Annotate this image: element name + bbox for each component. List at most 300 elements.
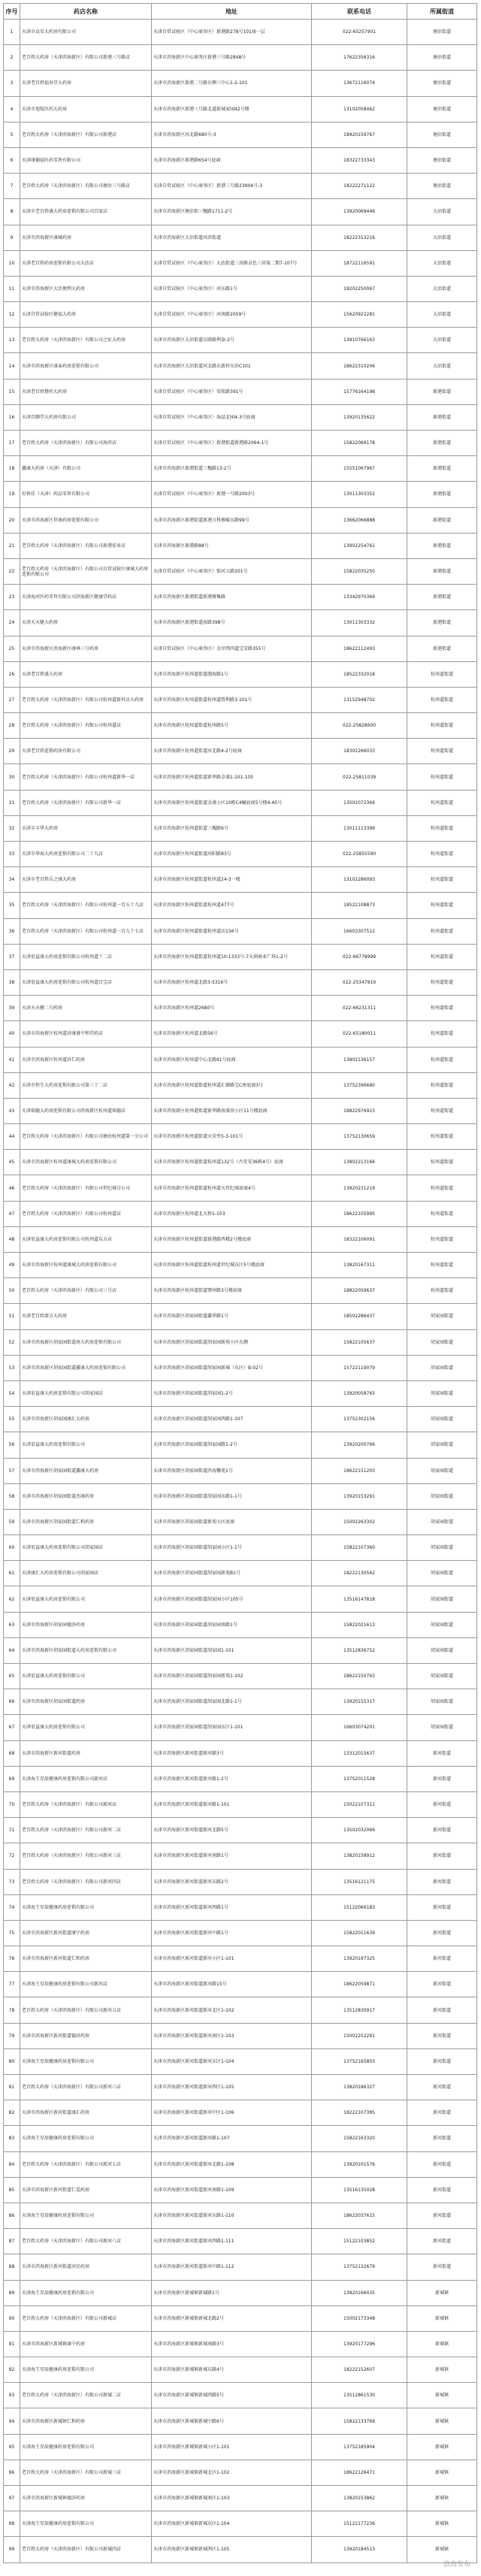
row-address: 天津市滨海新区新城镇新城东区1-104 bbox=[152, 2511, 312, 2537]
row-no: 59 bbox=[4, 1509, 20, 1534]
row-address: 天津市滨海新区杭州道街道三槐路6号 bbox=[152, 815, 312, 841]
pharmacy-list-sheet bbox=[3, 3, 476, 2563]
row-name: 天津市华海大药房连锁有限公司二十九店 bbox=[20, 842, 152, 867]
row-street: 杭州道街道 bbox=[407, 1021, 477, 1047]
row-phone: 18622037615 bbox=[312, 2203, 407, 2228]
row-no: 13 bbox=[4, 328, 20, 353]
table-row bbox=[4, 1253, 477, 1278]
row-address: 天津自贸试验区（中心商务区）大沽街道三居路金色三居第二期7-107号 bbox=[152, 250, 312, 276]
row-phone: 13820153862 bbox=[312, 2486, 407, 2511]
row-no: 34 bbox=[4, 867, 20, 893]
row-phone: 13752132679 bbox=[312, 2254, 407, 2280]
row-address: 天津市滨海新区杭州道街道杭州道店156号 bbox=[152, 918, 312, 944]
row-name: 天津市滨海新区新城镇德济药房 bbox=[20, 2486, 152, 2511]
row-street: 新港街道 bbox=[407, 610, 477, 636]
row-no: 71 bbox=[4, 1818, 20, 1843]
row-no: 25 bbox=[4, 636, 20, 661]
row-phone: 15822133769 bbox=[312, 2408, 407, 2434]
row-phone: 18322733343 bbox=[312, 147, 407, 173]
row-phone: 13920069446 bbox=[312, 199, 407, 225]
row-no: 35 bbox=[4, 893, 20, 918]
header-phone: 联系电话 bbox=[312, 4, 407, 20]
row-street: 胡家园街道 bbox=[407, 1535, 477, 1561]
row-name: 老百姓大药房（天津滨海新区）有限公司杭州道店 bbox=[20, 713, 152, 739]
row-no: 45 bbox=[4, 1150, 20, 1175]
table-row bbox=[4, 944, 477, 969]
row-phone: 15122177236 bbox=[312, 2511, 407, 2537]
row-phone: 13102058462 bbox=[312, 96, 407, 122]
row-phone: 15822105637 bbox=[312, 1329, 407, 1355]
table-row bbox=[4, 1201, 477, 1226]
row-no: 14 bbox=[4, 353, 20, 379]
row-name: 老百姓大药房（天津滨海新区）有限公司杭州道新村店大药房 bbox=[20, 687, 152, 712]
table-row bbox=[4, 2023, 477, 2048]
table-row bbox=[4, 2331, 477, 2357]
row-phone: 15822021613 bbox=[312, 1612, 407, 1637]
row-no: 92 bbox=[4, 2357, 20, 2383]
table-row bbox=[4, 2075, 477, 2100]
table-row bbox=[4, 1175, 477, 1201]
row-street: 新河街道 bbox=[407, 2203, 477, 2228]
row-street: 大沽街道 bbox=[407, 328, 477, 353]
table-row bbox=[4, 1920, 477, 1946]
row-address: 天津市滨海新区杭州道街道新港路西楼2号楼底商 bbox=[152, 1226, 312, 1252]
row-address: 天津市滨海新区新城镇新城北区1-102 bbox=[152, 2460, 312, 2485]
row-address: 天津市滨海新区杭州道北大桥1-103 bbox=[152, 1201, 312, 1226]
row-no: 40 bbox=[4, 1021, 20, 1047]
row-phone: 15122103852 bbox=[312, 2229, 407, 2254]
row-street: 杭州道街道 bbox=[407, 1124, 477, 1150]
table-row bbox=[4, 1612, 477, 1637]
row-name: 天津海王星辰健康药房连锁有限公司 bbox=[20, 2203, 152, 2228]
row-street: 大沽街道 bbox=[407, 225, 477, 250]
table-row bbox=[4, 1124, 477, 1150]
row-street: 新港街道 bbox=[407, 533, 477, 558]
row-street: 杭州道街道 bbox=[407, 661, 477, 687]
row-address: 天津自贸试验区（中心商务区）海晶北园4-3号底商 bbox=[152, 404, 312, 430]
table-row bbox=[4, 1664, 477, 1689]
row-phone: 15002173348 bbox=[312, 2305, 407, 2331]
row-no: 43 bbox=[4, 1098, 20, 1123]
row-address: 天津市滨海新区新港路654号底商 bbox=[152, 147, 312, 173]
row-name: 天津市滨海新区杭州道济仁药房 bbox=[20, 1047, 152, 1072]
row-address: 天津市滨海新区胡家园街道胡家园1-2号 bbox=[152, 1380, 312, 1406]
row-street: 杭州道街道 bbox=[407, 1278, 477, 1304]
row-address: 天津市滨海新区杭州道街道河北路4-2号底商 bbox=[152, 739, 312, 764]
row-street: 新河街道 bbox=[407, 1894, 477, 1920]
row-no: 5 bbox=[4, 122, 20, 147]
row-phone: 18622105995 bbox=[312, 1201, 407, 1226]
row-name: 天津宏益康大药房连锁有限公司 bbox=[20, 1586, 152, 1612]
row-street: 新港街道 bbox=[407, 507, 477, 533]
row-phone: 13910766163 bbox=[312, 328, 407, 353]
table-row bbox=[4, 1843, 477, 1869]
row-name: 老百姓大药房（天津滨海新区）有限公司三号店 bbox=[20, 1278, 152, 1304]
row-street: 塘沽街道 bbox=[407, 20, 477, 45]
header-no: 序号 bbox=[4, 4, 20, 20]
row-address: 天津市滨海新区杭州道街道新华路海盛基小区11号楼底商 bbox=[152, 1098, 312, 1123]
row-no: 79 bbox=[4, 2023, 20, 2048]
row-street: 新河街道 bbox=[407, 1920, 477, 1946]
table-row bbox=[4, 2203, 477, 2228]
header-address: 地址 bbox=[152, 4, 312, 20]
row-no: 39 bbox=[4, 996, 20, 1021]
row-phone: 15822035250 bbox=[312, 558, 407, 584]
row-street: 胡家园街道 bbox=[407, 1586, 477, 1612]
row-street: 大沽街道 bbox=[407, 250, 477, 276]
row-no: 22 bbox=[4, 558, 20, 584]
table-row bbox=[4, 1407, 477, 1432]
row-street: 大沽街道 bbox=[407, 302, 477, 328]
table-row bbox=[4, 2151, 477, 2177]
table-row bbox=[4, 1997, 477, 2023]
row-phone: 15002263302 bbox=[312, 1509, 407, 1534]
row-phone: 18302266033 bbox=[312, 739, 407, 764]
row-phone: 13672116074 bbox=[312, 71, 407, 96]
table-row bbox=[4, 2305, 477, 2331]
row-street: 新城镇 bbox=[407, 2511, 477, 2537]
row-address: 天津市滨海新区杭州道街道杭州道世纪城东区5号楼底商 bbox=[152, 1253, 312, 1278]
row-address: 天津市滨海新区杭州道街道天荣里5-3-101号 bbox=[152, 1124, 312, 1150]
row-name: 天津天天健二号药房 bbox=[20, 996, 152, 1021]
table-row bbox=[4, 2280, 477, 2305]
row-name: 天津市众安大药房有限公司 bbox=[20, 20, 152, 45]
row-no: 76 bbox=[4, 1946, 20, 1972]
row-name: 天津市滨海新区杭州道康城大药房连锁有限公司 bbox=[20, 1150, 152, 1175]
table-row bbox=[4, 250, 477, 276]
row-no: 80 bbox=[4, 2048, 20, 2074]
row-phone: 13920231219 bbox=[312, 1175, 407, 1201]
row-address: 天津市滨海新区杭州道街道杭州道10-1333号-7天润商业广场1-2号 bbox=[152, 944, 312, 969]
row-no: 52 bbox=[4, 1329, 20, 1355]
row-phone: 18622059871 bbox=[312, 1972, 407, 1997]
row-no: 62 bbox=[4, 1586, 20, 1612]
row-address: 天津市滨海新区新河街道新河东区1-104 bbox=[152, 2048, 312, 2074]
table-row bbox=[4, 122, 477, 147]
table-row bbox=[4, 276, 477, 301]
row-address: 天津市滨海新区新城镇新城西区1-105 bbox=[152, 2537, 312, 2562]
row-street: 胡家园街道 bbox=[407, 1664, 477, 1689]
header-street: 所属街道 bbox=[407, 4, 477, 20]
row-name: 天津海王星辰健康药房连锁有限公司 bbox=[20, 1894, 152, 1920]
row-name: 天津市丰华大药房 bbox=[20, 815, 152, 841]
row-street: 新河街道 bbox=[407, 1791, 477, 1817]
row-no: 81 bbox=[4, 2075, 20, 2100]
row-address: 天津市滨海新区新河街道新河中区1-106 bbox=[152, 2100, 312, 2126]
row-no: 97 bbox=[4, 2486, 20, 2511]
row-address: 天津市滨海新区中心商务区新港三号路2848号 bbox=[152, 45, 312, 71]
row-address: 天津市滨海新区新港路88号 bbox=[152, 533, 312, 558]
row-address: 天津市滨海新区新港三号路北道新城家园42号楼 bbox=[152, 96, 312, 122]
row-phone: 15620922281 bbox=[312, 302, 407, 328]
table-row bbox=[4, 1818, 477, 1843]
row-address: 天津市滨海新区胡家园街道胡家园北路1-1号 bbox=[152, 1689, 312, 1715]
row-address: 天津市滨海新区胡家园街道胡家园新城（东区）B-02号 bbox=[152, 1355, 312, 1380]
row-no: 17 bbox=[4, 431, 20, 456]
row-no: 60 bbox=[4, 1535, 20, 1561]
row-street: 杭州道街道 bbox=[407, 687, 477, 712]
table-row bbox=[4, 1432, 477, 1458]
row-phone: 18222107385 bbox=[312, 2100, 407, 2126]
row-no: 51 bbox=[4, 1304, 20, 1329]
row-no: 84 bbox=[4, 2151, 20, 2177]
row-address: 天津市滨海新区杭州道街道杭州道132号（古安安36栋4号）底商 bbox=[152, 1150, 312, 1175]
row-no: 26 bbox=[4, 661, 20, 687]
table-row bbox=[4, 585, 477, 610]
row-name: 天津海王星辰健康药房连锁有限公司 bbox=[20, 2126, 152, 2151]
row-name: 老百姓大药房（天津滨海新区）有限公司塘沽三号路店 bbox=[20, 174, 152, 199]
row-address: 天津市滨海新区杭州道2680号 bbox=[152, 996, 312, 1021]
row-name: 天津康德福医药零售有限公司 bbox=[20, 147, 152, 173]
row-street: 胡家园街道 bbox=[407, 1612, 477, 1637]
row-street: 胡家园街道 bbox=[407, 1407, 477, 1432]
row-no: 96 bbox=[4, 2460, 20, 2485]
row-phone: 13752165803 bbox=[312, 2048, 407, 2074]
table-row bbox=[4, 2486, 477, 2511]
row-phone: 18502286437 bbox=[312, 1304, 407, 1329]
row-no: 83 bbox=[4, 2126, 20, 2151]
row-address: 天津市滨海新区新城镇新城东路4号 bbox=[152, 2357, 312, 2383]
row-name: 天津市滨海新区杭州道济康盛平和堂药店 bbox=[20, 1021, 152, 1047]
row-no: 78 bbox=[4, 1997, 20, 2023]
row-phone: 13516147818 bbox=[312, 1586, 407, 1612]
row-phone: 13011303332 bbox=[312, 610, 407, 636]
row-name: 老百姓大药房（天津滨海新区）有限公司杭州道一百五十九店 bbox=[20, 893, 152, 918]
row-name: 天津市滨海新区新河街道药房 bbox=[20, 1740, 152, 1766]
row-address: 天津市滨海新区胡家园街道胡家园东路1-1号 bbox=[152, 1483, 312, 1509]
table-row bbox=[4, 1226, 477, 1252]
row-phone: 13011113399 bbox=[312, 815, 407, 841]
row-name: 天津市滨海新区胡家园街道鑫康大药房连锁有限公司 bbox=[20, 1355, 152, 1380]
row-street: 塘沽街道 bbox=[407, 147, 477, 173]
row-name: 天津市滨海新区新城镇仁和药房 bbox=[20, 2408, 152, 2434]
row-street: 新河街道 bbox=[407, 2075, 477, 2100]
row-address: 天津市滨海新区胡家园街道胡家园路1-2号 bbox=[152, 1432, 312, 1458]
row-no: 70 bbox=[4, 1791, 20, 1817]
row-phone: 13920058765 bbox=[312, 1380, 407, 1406]
table-row bbox=[4, 1972, 477, 1997]
row-address: 天津市滨海新区杭州道街道新华路金盛1-101-105 bbox=[152, 764, 312, 790]
row-no: 49 bbox=[4, 1253, 20, 1278]
table-row bbox=[4, 918, 477, 944]
table-row bbox=[4, 1021, 477, 1047]
row-street: 新河街道 bbox=[407, 1766, 477, 1791]
row-name: 天津康汇大药房连锁有限公司胡家园店 bbox=[20, 1561, 152, 1586]
row-no: 98 bbox=[4, 2511, 20, 2537]
row-phone: 13802136157 bbox=[312, 1047, 407, 1072]
row-no: 57 bbox=[4, 1458, 20, 1483]
row-street: 胡家园街道 bbox=[407, 1715, 477, 1740]
row-street: 新城镇 bbox=[407, 2383, 477, 2408]
row-name: 天津海河医药零售有限公司滨海新区健康堂药店 bbox=[20, 585, 152, 610]
table-row bbox=[4, 790, 477, 815]
table-row bbox=[4, 2537, 477, 2562]
row-street: 新城镇 bbox=[407, 2486, 477, 2511]
row-address: 天津市滨海新区胡家园街道胡家园1-101 bbox=[152, 1637, 312, 1663]
row-phone: 022-66778999 bbox=[312, 944, 407, 969]
row-name: 老百姓大药房（天津滨海新区）有限公司新河六店 bbox=[20, 2075, 152, 2100]
row-name: 老百姓大药房（天津滨海新区）有限公司新河五店 bbox=[20, 1997, 152, 2023]
table-row bbox=[4, 1869, 477, 1894]
table-row bbox=[4, 1637, 477, 1663]
table-row bbox=[4, 1740, 477, 1766]
row-phone: 18222130562 bbox=[312, 1561, 407, 1586]
row-name: 天津市滨海新区世康药房连锁有限公司 bbox=[20, 507, 152, 533]
row-address: 天津市滨海新区河北路680号-3 bbox=[152, 122, 312, 147]
table-row bbox=[4, 328, 477, 353]
row-name: 天津宏益康大药房连锁有限公司 bbox=[20, 1664, 152, 1689]
row-address: 天津市滨海新区新城镇新城南区1-103 bbox=[152, 2486, 312, 2511]
row-name: 天津市滨海新区杭州道康城大药房连锁有限公司 bbox=[20, 1253, 152, 1278]
row-no: 99 bbox=[4, 2537, 20, 2562]
row-address: 天津市滨海新区新河街道新河西区1-105 bbox=[152, 2075, 312, 2100]
row-address: 天津市滨海新区大沽街道东联路利泰-2号 bbox=[152, 328, 312, 353]
row-no: 82 bbox=[4, 2100, 20, 2126]
row-street: 新港街道 bbox=[407, 404, 477, 430]
row-address: 天津市滨海新区胡家园街道新苑小区底商 bbox=[152, 1509, 312, 1534]
row-address: 天津市滨海新区新河街道新河路3号 bbox=[152, 1740, 312, 1766]
row-no: 68 bbox=[4, 1740, 20, 1766]
table-row bbox=[4, 2511, 477, 2537]
row-no: 65 bbox=[4, 1664, 20, 1689]
row-name: 天津宏益康大药房连锁有限公司胡家园店 bbox=[20, 1380, 152, 1406]
table-row bbox=[4, 2408, 477, 2434]
row-name: 天津市滨海新区胡家园街道大药房连锁有限公司 bbox=[20, 1637, 152, 1663]
row-street: 杭州道街道 bbox=[407, 1226, 477, 1252]
row-phone: 17622356316 bbox=[312, 45, 407, 71]
row-phone: 13752130659 bbox=[312, 1124, 407, 1150]
row-address: 天津自贸试验区（中心商务区）新港街道新港路2064-1号 bbox=[152, 431, 312, 456]
row-address: 天津自贸试验区（中心商务区）新港一号路2003号 bbox=[152, 482, 312, 507]
row-address: 天津市滨海新区新河街道新河北路5号 bbox=[152, 1818, 312, 1843]
row-phone: 13312015637 bbox=[312, 1740, 407, 1766]
row-phone: 022-65180011 bbox=[312, 1021, 407, 1047]
row-street: 新河街道 bbox=[407, 2100, 477, 2126]
row-no: 95 bbox=[4, 2434, 20, 2460]
row-phone: 13820158912 bbox=[312, 1843, 407, 1869]
row-street: 杭州道街道 bbox=[407, 1047, 477, 1072]
row-name: 天津市滨海新区胡家园街道鑫康大药房 bbox=[20, 1458, 152, 1483]
row-name: 天津海王星辰健康药房连锁有限公司 bbox=[20, 2434, 152, 2460]
row-phone: 13512836752 bbox=[312, 1637, 407, 1663]
row-no: 2 bbox=[4, 45, 20, 71]
row-address: 天津市滨海新区胡家园街道胡家园南路1号 bbox=[152, 1612, 312, 1637]
row-no: 56 bbox=[4, 1432, 20, 1458]
row-name: 天津市滨海新区大沽便利大药房 bbox=[20, 276, 152, 301]
row-address: 天津市滨海新区新河街道新河南路1-109 bbox=[152, 2177, 312, 2203]
row-street: 胡家园街道 bbox=[407, 1483, 477, 1509]
row-name: 天津市旭航医药大药房 bbox=[20, 96, 152, 122]
row-name: 天津市滨海新区新河街道德济药房 bbox=[20, 2023, 152, 2048]
row-address: 天津市滨海新区杭州道街道渤海路1号 bbox=[152, 661, 312, 687]
row-no: 93 bbox=[4, 2383, 20, 2408]
row-street: 杭州道街道 bbox=[407, 815, 477, 841]
row-name: 天津市滨海新区新河街道仁爱药房 bbox=[20, 2177, 152, 2203]
row-address: 天津市滨海新区新河街道新河西路1号 bbox=[152, 1894, 312, 1920]
row-phone: 15822069178 bbox=[312, 431, 407, 456]
row-phone: 13502032066 bbox=[312, 1818, 407, 1843]
row-no: 69 bbox=[4, 1766, 20, 1791]
row-no: 11 bbox=[4, 276, 20, 301]
row-street: 新河街道 bbox=[407, 1972, 477, 1997]
table-row bbox=[4, 456, 477, 482]
row-address: 天津市滨海新区胡家园街道胡家园东区1-101 bbox=[152, 1715, 312, 1740]
row-address: 天津市滨海新区杭州道街道金盛小区10栋C4幢底商5号楼4-A5号 bbox=[152, 790, 312, 815]
row-name: 天津宏益康大药房连锁有限公司胡家园店 bbox=[20, 1535, 152, 1561]
row-street: 塘沽街道 bbox=[407, 174, 477, 199]
row-phone: 18222271122 bbox=[312, 174, 407, 199]
row-address: 天津市滨海新区杭州道北路56号 bbox=[152, 1021, 312, 1047]
row-street: 大沽街道 bbox=[407, 276, 477, 301]
row-no: 12 bbox=[4, 302, 20, 328]
row-street: 胡家园街道 bbox=[407, 1304, 477, 1329]
row-phone: 15022107311 bbox=[312, 1791, 407, 1817]
row-address: 天津市滨海新区新城镇新城南路3号 bbox=[152, 2331, 312, 2357]
row-no: 33 bbox=[4, 842, 20, 867]
row-phone: 022-25855590 bbox=[312, 842, 407, 867]
row-address: 天津市滨海新区杭州道街道河阳路83号 bbox=[152, 842, 312, 867]
table-row bbox=[4, 1458, 477, 1483]
row-street: 新河街道 bbox=[407, 2048, 477, 2074]
row-no: 9 bbox=[4, 225, 20, 250]
row-name: 老百姓大药房（天津滨海新区）有限公司塘沽杭州道第一分公司 bbox=[20, 1124, 152, 1150]
row-address: 天津市滨海新区杭州道街道杭州道477号 bbox=[152, 893, 312, 918]
row-no: 31 bbox=[4, 790, 20, 815]
row-name: 天津海王星辰健康药房连锁有限公司新河店 bbox=[20, 1972, 152, 1997]
row-street: 杭州道街道 bbox=[407, 790, 477, 815]
row-address: 天津市滨海新区新河街道新河北区1-102 bbox=[152, 1997, 312, 2023]
row-street: 新河街道 bbox=[407, 1818, 477, 1843]
row-no: 87 bbox=[4, 2229, 20, 2254]
row-street: 新港街道 bbox=[407, 482, 477, 507]
row-address: 天津市滨海新区新河街道新河北路1-108 bbox=[152, 2151, 312, 2177]
row-street: 胡家园街道 bbox=[407, 1637, 477, 1663]
row-street: 新港街道 bbox=[407, 379, 477, 404]
row-no: 85 bbox=[4, 2177, 20, 2203]
table-row bbox=[4, 2048, 477, 2074]
row-street: 杭州道街道 bbox=[407, 867, 477, 893]
row-no: 18 bbox=[4, 456, 20, 482]
row-street: 胡家园街道 bbox=[407, 1689, 477, 1715]
table-row bbox=[4, 482, 477, 507]
row-phone: 13920197325 bbox=[312, 1946, 407, 1972]
table-row bbox=[4, 610, 477, 636]
row-address: 天津市滨海新区新河街道新河东路1-110 bbox=[152, 2203, 312, 2228]
row-street: 杭州道街道 bbox=[407, 842, 477, 867]
row-no: 1 bbox=[4, 20, 20, 45]
row-name: 老百姓大药房（天津滨海新区）有限公司新城店 bbox=[20, 2305, 152, 2331]
row-address: 天津市滨海新区新河街道新河中路1-112 bbox=[152, 2254, 312, 2280]
row-address: 天津市滨海新区新河街道新河路15号 bbox=[152, 1972, 312, 1997]
row-phone: 13920101576 bbox=[312, 2151, 407, 2177]
row-street: 杭州道街道 bbox=[407, 739, 477, 764]
row-address: 天津市滨海新区胡家园街道鑫华路1号 bbox=[152, 1304, 312, 1329]
row-name: 老百姓大药房（天津滨海新区）有限公司新河四店 bbox=[20, 1869, 152, 1894]
row-name: 天津市滨海新区胡家园街道药房 bbox=[20, 1689, 152, 1715]
header-row bbox=[4, 4, 477, 20]
table-row bbox=[4, 1715, 477, 1740]
row-name: 天津市滨海新区新河街道仁和药房 bbox=[20, 1946, 152, 1972]
row-phone: 022-25828600 bbox=[312, 713, 407, 739]
row-no: 7 bbox=[4, 174, 20, 199]
table-row bbox=[4, 969, 477, 995]
row-name: 老百姓大药房（天津滨海新区）有限公司新港店 bbox=[20, 122, 152, 147]
row-name: 老百姓大药房（天津滨海新区）有限公司自贸试验区康城大药房连锁有限公司 bbox=[20, 558, 152, 584]
row-street: 新河街道 bbox=[407, 2177, 477, 2203]
row-name: 鑫康大药房（天津）有限公司 bbox=[20, 456, 152, 482]
row-address: 天津市滨海新区新城镇新城北路2号 bbox=[152, 2305, 312, 2331]
row-no: 23 bbox=[4, 585, 20, 610]
